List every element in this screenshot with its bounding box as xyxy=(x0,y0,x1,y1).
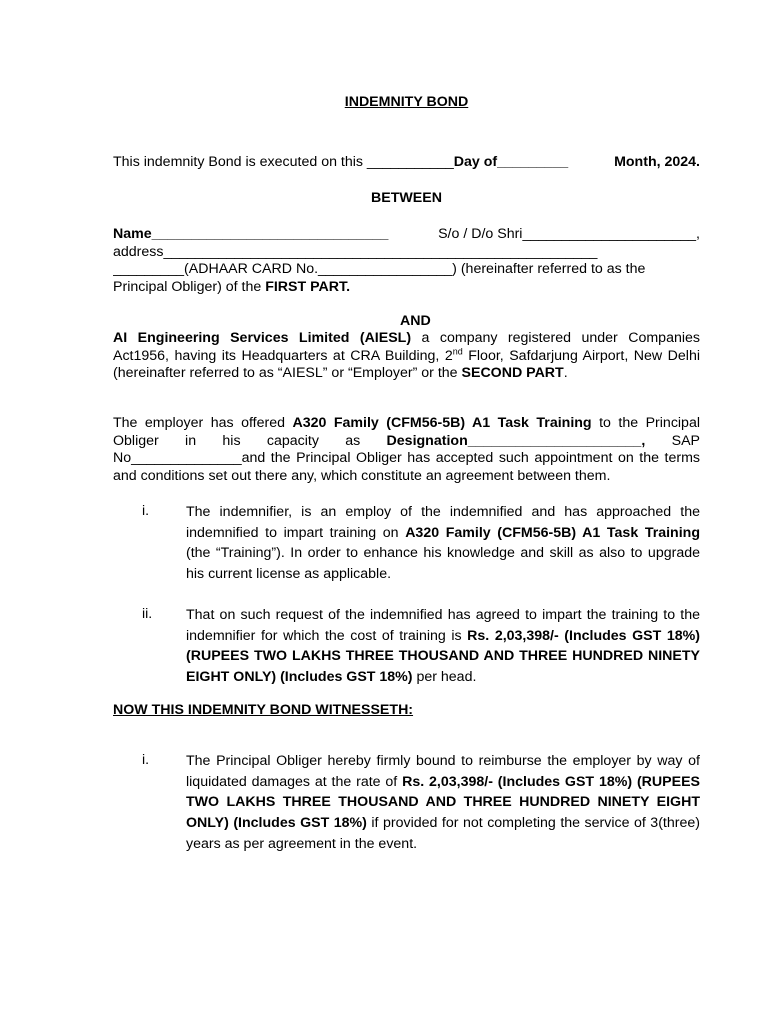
party1-address-line: address_______________________________________________________ xyxy=(113,243,598,260)
party1-block xyxy=(113,226,700,296)
party2-paragraph: AI Engineering Services Limited (AIESL) a company registered under Companies Act1956, having its Headquarters at CRA Building, 2nd Floor, Safdarjung Airport, New Delhi (hereinafter referred to as “AIESL” or “Employer” or the SECOND PART. xyxy=(113,330,700,381)
party1-role-line xyxy=(113,279,700,297)
party1-aadhaar-line xyxy=(113,261,700,279)
name-label: Name xyxy=(113,226,152,242)
aadhaar-field: _________(ADHAAR CARD No._________________) (hereinafter referred to as the xyxy=(113,261,646,277)
witnesseth-heading: NOW THIS INDEMNITY BOND WITNESSETH: xyxy=(113,702,414,718)
relation-field: S/o / D/o Shri______________________, xyxy=(438,226,700,242)
second-part-label: SECOND PART xyxy=(461,365,564,381)
role-text: Principal Obliger) of the xyxy=(113,278,266,295)
company-name: AI Engineering Services Limited (AIESL) xyxy=(113,330,412,346)
execution-blank: _________ xyxy=(497,154,569,170)
execution-month: Month, 2024. xyxy=(614,154,700,170)
witness-clause-1: The Principal Obliger hereby firmly bound to reimburse the employer by way of liquidated damages at the rate of Rs. 2,03,398/- (Includes GST 18%) (RUPEES TWO LAKHS THREE THOUSAND AND THREE HUNDRED NINETY EIGHT ONLY) (Includes GST 18%) if provided for not completing the service of 3(three) years as per agreement in the event. xyxy=(186,753,701,852)
execution-prefix: This indemnity Bond is executed on this ___________ xyxy=(113,154,454,170)
clause2-1-number: i. xyxy=(142,752,150,768)
and-heading: AND xyxy=(400,313,431,329)
name-blank: ______________________________ xyxy=(151,226,389,242)
clause-2: That on such request of the indemnified has agreed to impart the training to the indemnifier for which the cost of training is Rs. 2,03,398/- (Includes GST 18%) (RUPEES TWO LAKHS THREE THOUSAND AND THREE HUNDRED NINETY EIGHT ONLY) (Includes GST 18%) per head. xyxy=(186,607,700,686)
party1-name-line xyxy=(113,226,700,244)
between-heading: BETWEEN xyxy=(371,190,442,206)
first-part-label: FIRST PART. xyxy=(265,278,351,295)
clause-1-number: i. xyxy=(142,503,150,519)
offer-paragraph: The employer has offered A320 Family (CFM56-5B) A1 Task Training to the Principal Obliger in his capacity as Designation______________________, SAP No______________and the Principal Obliger has accepted such appointment on the terms and conditions set out there any, which constitute an agreement between them. xyxy=(113,415,700,484)
clause-1: The indemnifier, is an employ of the indemnified and has approached the indemnified to impart training on A320 Family (CFM56-5B) A1 Task Training (the “Training”). In order to enhance his knowledge and skill as also to upgrade his current license as applicable. xyxy=(186,504,700,583)
training-name: A320 Family (CFM56-5B) A1 Task Training xyxy=(292,415,592,431)
document-title: INDEMNITY BOND xyxy=(344,94,469,110)
execution-line xyxy=(113,154,700,172)
clause-2-number: ii. xyxy=(142,606,153,622)
designation-field: Designation______________________, xyxy=(386,432,646,449)
execution-day: Day of xyxy=(453,154,498,170)
